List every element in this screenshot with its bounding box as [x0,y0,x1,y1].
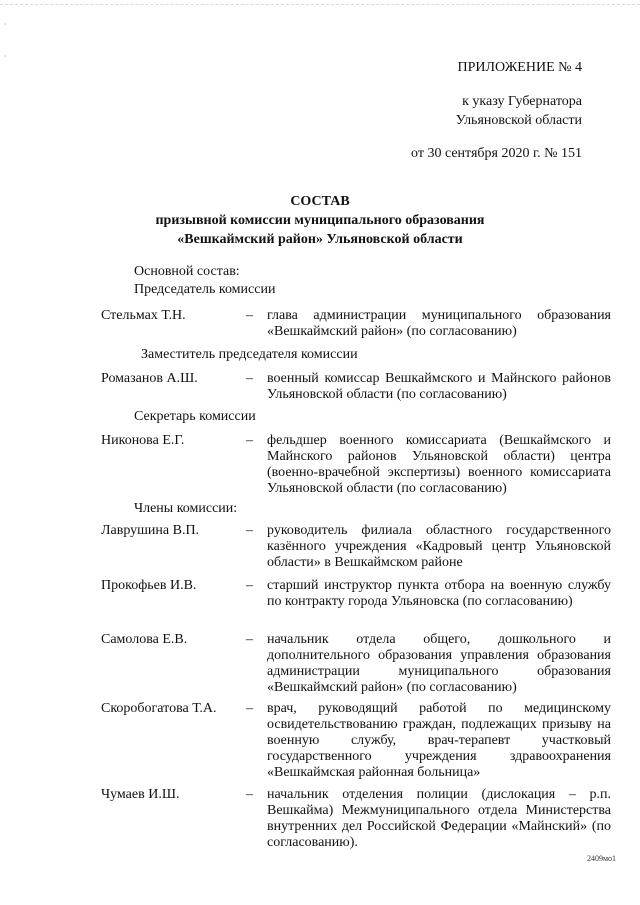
member-dash: – [246,787,253,802]
section-deputy: Заместитель председателя комиссии [141,347,358,362]
decree-date-number: от 30 сентября 2020 г. № 151 [411,146,582,161]
member-role: глава администрации муниципального образования «Вешкаймский район» (по согласованию) [267,308,611,339]
document-subtitle-line1: призывной комиссии муниципального образования [155,213,485,228]
scan-margin-mark: · [4,20,7,29]
scan-margin-mark: · [4,52,7,61]
member-role: врач, руководящий работой по медицинскому освидетельствованию граждан, подлежащих призыву на военную службу, врач-терапевт участковый государственного учреждения здравоохранения «Вешкаймская районная больница» [267,701,611,780]
section-members: Члены комиссии: [134,501,238,516]
member-dash: – [246,371,253,386]
member-name: Лаврушина В.П. [101,523,200,538]
member-role: руководитель филиала областного государственного казённого учреждения «Кадровый центр Ульяновской области» в Вешкаймском районе [267,523,611,570]
document-code: 2409мо1 [586,854,616,863]
member-dash: – [246,523,253,538]
decree-reference-line2: Ульяновской области [455,113,582,128]
member-role: старший инструктор пункта отбора на военную службу по контракту города Ульяновска (по согласованию) [267,578,611,609]
member-role: фельдшер военного комиссариата (Вешкаймского и Майнского районов Ульяновской области) центра (военно-врачебной экспертизы) военного комиссариата Ульяновской области (по согласованию) [267,433,611,496]
section-secretary: Секретарь комиссии [134,409,256,424]
member-name: Никонова Е.Г. [101,433,185,448]
member-dash: – [246,308,253,323]
scan-edge-line [0,4,640,5]
appendix-label: ПРИЛОЖЕНИЕ № 4 [457,60,582,75]
section-main-composition: Основной состав: [134,264,240,279]
document-title: СОСТАВ [290,194,350,209]
member-role: начальник отдела общего, дошкольного и дополнительного образования управления образования администрации муниципального образования «Вешкаймский район» (по согласованию) [267,632,611,695]
member-name: Чумаев И.Ш. [101,787,180,802]
member-dash: – [246,578,253,593]
member-dash: – [246,433,253,448]
member-role: военный комиссар Вешкаймского и Майнского районов Ульяновской области (по согласованию) [267,371,611,402]
member-name: Скоробогатова Т.А. [101,701,217,716]
member-name: Стельмах Т.Н. [101,308,186,323]
member-dash: – [246,632,253,647]
member-role: начальник отделения полиции (дислокация – р.п. Вешкайма) Межмуниципального отдела Министерства внутренних дел Российской Федерации «Майнский» (по согласованию). [267,787,611,850]
member-dash: – [246,701,253,716]
section-chairman: Председатель комиссии [134,282,276,297]
member-name: Прокофьев И.В. [101,578,197,593]
member-name: Самолова Е.В. [101,632,188,647]
member-name: Ромазанов А.Ш. [101,371,198,386]
decree-reference-line1: к указу Губернатора [462,94,582,109]
document-subtitle-line2: «Вешкаймский район» Ульяновской области [177,232,463,247]
